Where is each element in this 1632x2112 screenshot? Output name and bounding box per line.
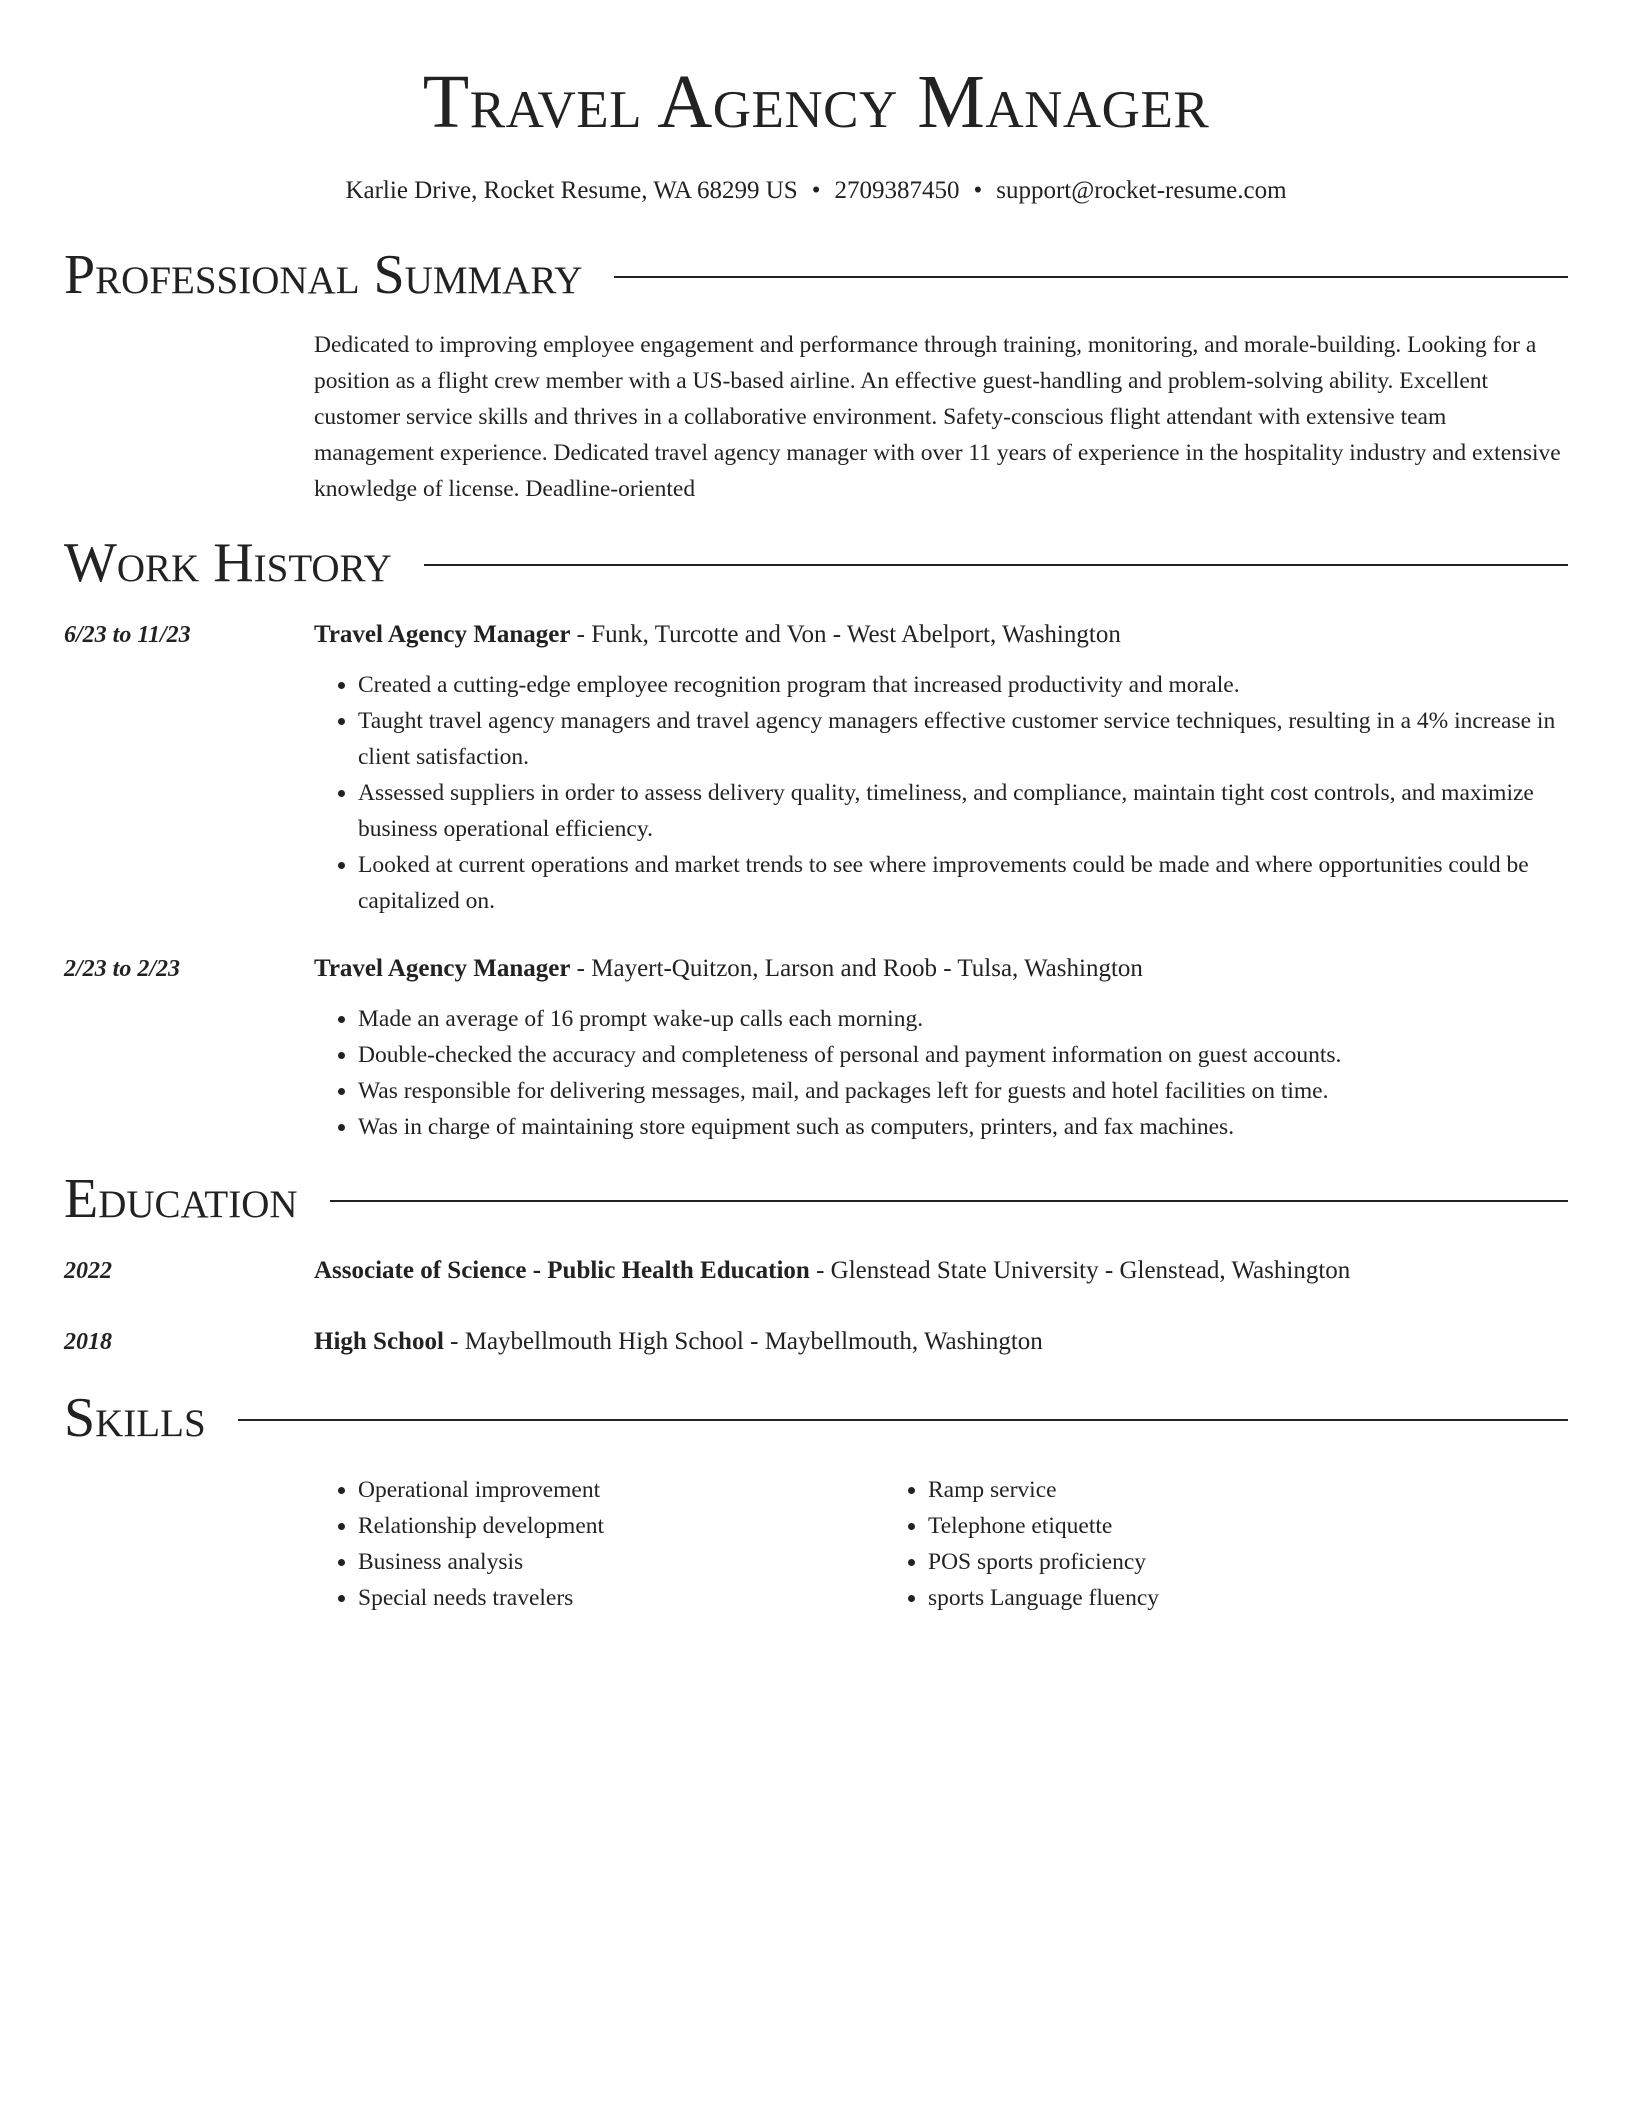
work-section-title: Work History xyxy=(64,532,392,594)
resume-name: Travel Agency Manager xyxy=(422,60,1210,144)
work-bullets xyxy=(314,667,1568,919)
skill-item: • Special needs travelers xyxy=(358,1580,884,1616)
education-year: 2022 xyxy=(64,1258,112,1284)
list-item: • Assessed suppliers in order to assess delivery quality, timeliness, and compliance, maintain tight cost controls, and maximize business operational efficiency. xyxy=(358,775,1568,847)
section-divider xyxy=(330,1200,1568,1202)
skills-list-left xyxy=(314,1472,884,1616)
section-divider xyxy=(424,564,1568,566)
education-heading xyxy=(314,1253,1568,1289)
work-entry xyxy=(64,617,1568,919)
education-year: 2018 xyxy=(64,1329,112,1355)
school-details: - Glenstead State University - Glenstead, Washington xyxy=(809,1257,1351,1284)
section-divider xyxy=(614,276,1568,278)
summary-section-header xyxy=(64,244,1568,306)
list-item: • Was in charge of maintaining store equipment such as computers, printers, and fax machines. xyxy=(358,1109,1568,1145)
skill-item: • Telephone etiquette xyxy=(928,1508,1454,1544)
list-item: • Was responsible for delivering messages, mail, and packages left for guests and hotel facilities on time. xyxy=(358,1073,1568,1109)
summary-text: Dedicated to improving employee engagement and performance through training, monitoring, and morale-building. Looking for a position as a flight crew member with a US-based airline. An effective guest-handling and problem-solving ability. Excellent customer service skills and thrives in a collaborative environment. Safety-conscious flight attendant with extensive team management experience. Dedicated travel agency manager with over 11 years of experience in the hospitality industry and extensive knowledge of license. Deadline-oriented xyxy=(314,332,1561,502)
job-title: Travel Agency Manager xyxy=(314,621,571,648)
work-dates: 2/23 to 2/23 xyxy=(64,956,181,982)
job-details: - Funk, Turcotte and Von - West Abelport, Washington xyxy=(570,621,1121,648)
education-entry xyxy=(64,1324,1568,1360)
degree-title: Associate of Science - Public Health Education xyxy=(314,1257,810,1284)
list-item: • Taught travel agency managers and travel agency managers effective customer service techniques, resulting in a 4% increase in client satisfaction. xyxy=(358,703,1568,775)
skills-section-title: Skills xyxy=(64,1387,206,1449)
work-entry xyxy=(64,951,1568,1145)
list-item: • Looked at current operations and market trends to see where improvements could be made and where opportunities could be capitalized on. xyxy=(358,847,1568,919)
education-section-title: Education xyxy=(64,1168,298,1230)
list-item: • Made an average of 16 prompt wake-up calls each morning. xyxy=(358,1001,1568,1037)
education-section-header xyxy=(64,1168,1568,1230)
skills-grid xyxy=(314,1472,1568,1616)
contact-separator: • xyxy=(973,177,983,204)
summary-row xyxy=(64,327,1568,507)
summary-section-title: Professional Summary xyxy=(64,244,583,306)
list-item: • Created a cutting-edge employee recognition program that increased productivity and morale. xyxy=(358,667,1568,703)
degree-title: High School xyxy=(314,1328,444,1355)
skills-list-right xyxy=(884,1472,1454,1616)
work-dates: 6/23 to 11/23 xyxy=(64,622,191,648)
school-details: - Maybellmouth High School - Maybellmouth, Washington xyxy=(443,1328,1043,1355)
skills-row xyxy=(64,1472,1568,1616)
education-heading xyxy=(314,1324,1568,1360)
contact-email: support@rocket-resume.com xyxy=(996,177,1287,204)
contact-phone: 2709387450 xyxy=(834,177,960,204)
contact-line xyxy=(64,178,1568,203)
education-entry xyxy=(64,1253,1568,1289)
skill-item: • Operational improvement xyxy=(358,1472,884,1508)
work-heading xyxy=(314,617,1568,653)
contact-separator: • xyxy=(811,177,821,204)
contact-address: Karlie Drive, Rocket Resume, WA 68299 US xyxy=(345,177,798,204)
work-heading xyxy=(314,951,1568,987)
skill-item: • Business analysis xyxy=(358,1544,884,1580)
skill-item: • Relationship development xyxy=(358,1508,884,1544)
work-bullets xyxy=(314,1001,1568,1145)
work-section-header xyxy=(64,532,1568,594)
job-details: - Mayert-Quitzon, Larson and Roob - Tulsa, Washington xyxy=(570,955,1143,982)
skill-item: • Ramp service xyxy=(928,1472,1454,1508)
skill-item: • POS sports proficiency xyxy=(928,1544,1454,1580)
section-divider xyxy=(238,1419,1568,1421)
list-item: • Double-checked the accuracy and completeness of personal and payment information on guest accounts. xyxy=(358,1037,1568,1073)
job-title: Travel Agency Manager xyxy=(314,955,571,982)
skills-section-header xyxy=(64,1387,1568,1449)
skill-item: • sports Language fluency xyxy=(928,1580,1454,1616)
